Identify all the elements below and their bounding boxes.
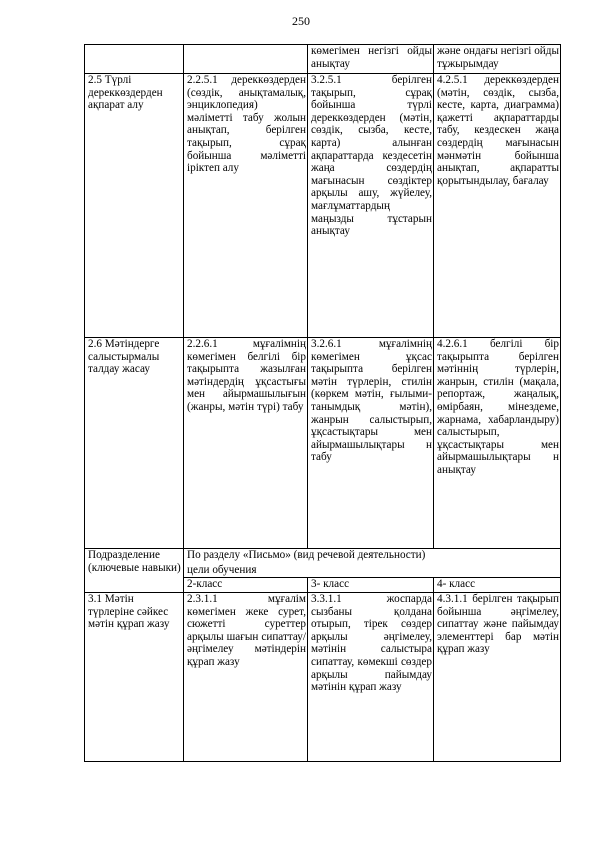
grade-4-cell: 4.2.6.1 белгілі бір тақырыпта берілген мәтіннің түрлерін, жанрын, стилін (мақала, репортаж, жаңалық, өмірбаян, мінездеме, жарнама, хабарландыру) салыстырып, ұқсастықтары мен айырмашылықтары н анықтау [434,338,561,549]
grade-2-cell: 2.3.1.1 мұғалім көмегімен жеке сурет, сюжетті суреттер арқылы шағын сипаттау/әңгімелеу мәтіндерін құрап жазу [184,593,308,762]
table-row [85,593,561,762]
page-number: 250 [292,14,310,28]
table-row [85,338,561,549]
grade-2-header: 2-класс [184,578,308,593]
grade-4-header: 4- класс [434,578,561,593]
grade-4-cell: 4.2.5.1 дереккөздерден (мәтін, сөздік, сызба, кесте, карта, диаграмма) қажетті ақпараттарды табу, кездескен жаңа сөздердің мағынасын мәнмәтін бойынша анықтап, ақпаратты қорытындылау, бағалау [434,74,561,338]
skill-cell [85,45,184,74]
grade-3-cell: 3.2.6.1 мұғалімнің көмегімен ұқсас тақырыпта берілген мәтін түрлерін, стилін (көркем мәтін, ғылыми-танымдық мәтін), жанрын салыстырып, ұқсастықтары мен айырмашылықтары н табу [308,338,434,549]
subsection-label: Подразделение (ключевые навыки) [85,549,184,593]
grade-3-header: 3- класс [308,578,434,593]
skill-cell: 2.6 Мәтіндерге салыстырмалы талдау жасау [85,338,184,549]
grade-3-cell: 3.3.1.1 жоспарда сызбаны қолдана отырып, тірек сөздер арқылы әңгімелеу, мәтінін салыстыра сипаттау, көмекші сөздер арқылы пайымдау мәтінін құрап жазу [308,593,434,762]
grade-2-cell: 2.2.5.1 дереккөздерден (сөздік, анықтамалық, энциклопедия) мәліметті табу жолын анықтап, берілген тақырып, сұрақ бойынша мәліметті іріктеп алу [184,74,308,338]
goals-label: цели обучения [184,564,561,578]
table-row [85,45,561,74]
grade-4-cell: 4.3.1.1 берілген тақырып бойынша әңгімелеу, сипаттау және пайымдау элементтері бар мәтін құрап жазу [434,593,561,762]
grade-2-cell: 2.2.6.1 мұғалімнің көмегімен белгілі бір тақырыпта жазылған мәтіндердің ұқсастығы мен айырмашылығын (жанры, мәтін түрі) табу [184,338,308,549]
curriculum-table [84,44,561,762]
grade-3-cell: 3.2.5.1 берілген тақырып, сұрақ бойынша түрлі дереккөздерден (мәтін, сөздік, сызба, кесте, карта) алынған ақпараттарда кездесетін жаңа сөздердің мағынасын сөздіктер арқылы ашу, жүйелеу, мағлұматтардың маңызды тұстарын анықтау [308,74,434,338]
grade-3-cell: көмегімен негізгі ойды анықтау [308,45,434,74]
grade-2-cell [184,45,308,74]
table-row [85,74,561,338]
section-header-row [85,549,561,564]
skill-cell: 3.1 Мәтін түрлеріне сәйкес мәтін құрап жазу [85,593,184,762]
skill-cell: 2.5 Түрлі дереккөздерден ақпарат алу [85,74,184,338]
section-title: По разделу «Письмо» (вид речевой деятельности) [184,549,561,564]
grade-4-cell: және ондағы негізгі ойды тұжырымдау [434,45,561,74]
